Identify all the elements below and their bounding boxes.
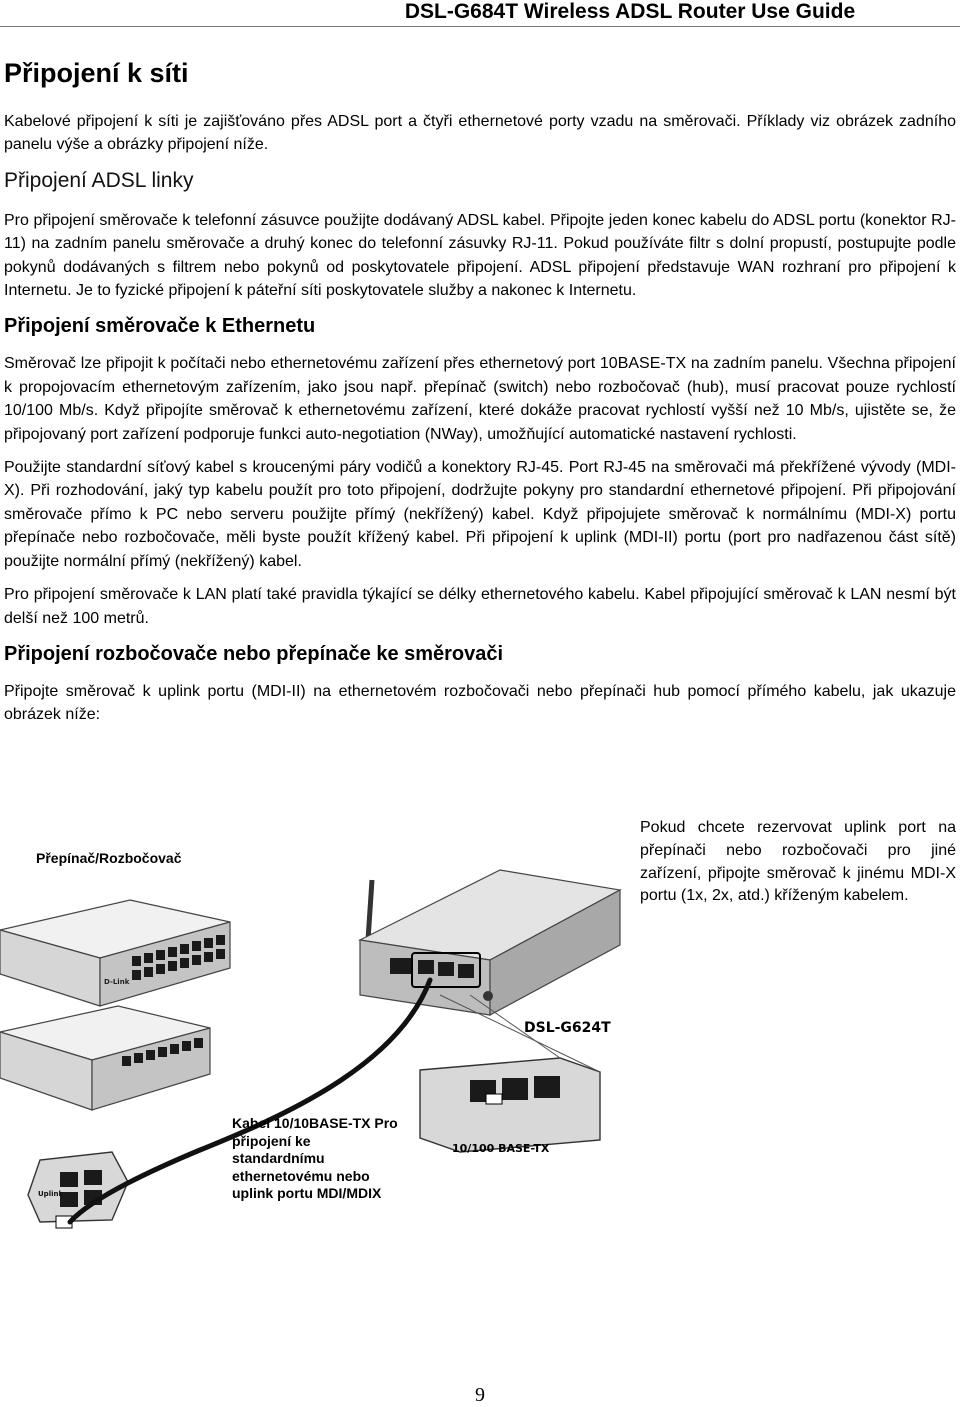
ethernet-section-heading: Připojení směrovače k Ethernetu — [4, 315, 316, 338]
hub-paragraph: Připojte směrovač k uplink portu (MDI-II) na ethernetovém rozbočovači nebo přepínači hub pomocí přímého kabelu, jak ukazuje obrázek níže: — [4, 682, 956, 724]
router-illustration — [360, 870, 620, 1015]
page-title: Připojení k síti — [4, 58, 189, 88]
switch-label: Přepínač/Rozbočovač — [36, 850, 182, 866]
intro-paragraph: Kabelové připojení k síti je zajišťováno přes ADSL port a čtyři ethernetové porty vzadu na směrovači. Příklady viz obrázek zadního panelu výše a obrázky připojení níže. — [4, 113, 956, 154]
document-body — [4, 110, 956, 737]
switch-logo-text: D-Link — [104, 978, 130, 986]
adsl-paragraph: Pro připojení směrovače k telefonní zásuvce použijte dodávaný ADSL kabel. Připojte jeden konec kabelu do ADSL portu (konektor RJ-11) na zadním panelu směrovače a druhý konec do telefonní zásuvky RJ-11. Pokud používáte filtr s dolní propustí, postupujte podle pokynů dodávaných s filtrem nebo pokynů od poskytovatele připojení. ADSL připojení představuje WAN rozhraní pro připojení k Internetu. Je to fyzické připojení k páteřní síti poskytovatele služby a nakonec k Internetu. — [4, 211, 956, 300]
uplink-port-text: Uplink — [38, 1190, 64, 1198]
ethernet-paragraph-3: Pro připojení směrovače k LAN platí také pravidla týkající se délky ethernetového kabelu. Kabel připojující směrovač k LAN nesmí být delší než 100 metrů. — [4, 586, 956, 627]
header-divider — [0, 26, 960, 27]
adsl-section-heading: Připojení ADSL linky — [4, 168, 194, 192]
lower-switch-illustration — [0, 1006, 210, 1110]
uplink-side-note: Pokud chcete rezervovat uplink port na přepínači nebo rozbočovači pro jiné zařízení, připojte směrovač k jinému MDI-X portu (1x, 2x, atd.) kříženým kabelem. — [640, 819, 956, 905]
page-number: 9 — [475, 1384, 485, 1406]
cable-callout: Kabel 10/10BASE-TX Pro připojení ke standardnímu ethernetovému nebo uplink portu MDI/MDIX — [232, 1115, 398, 1202]
port-closeup — [420, 995, 600, 1152]
document-header-title: DSL-G684T Wireless ADSL Router Use Guide — [404, 0, 856, 23]
ethernet-paragraph-1: Směrovač lze připojit k počítači nebo ethernetovému zařízení přes ethernetový port 10BASE-TX na zadním panelu. Všechna připojení k propojovacím ethernetovým zařízením, jako jsou např. přepínač (switch) nebo rozbočovač (hub), musí pracovat pouze rychlostí 10/100 Mb/s. Když připojíte směrovač k ethernetovému zařízení, které dokáže pracovat rychlostí vyšší než 10 Mb/s, ujistěte se, že připojovaný port zařízení podporuje funkci auto-negotiation (NWay), umožňující automatické nastavení rychlosti. — [4, 355, 956, 443]
upper-switch-illustration — [0, 900, 230, 1006]
hub-section-heading: Připojení rozbočovače nebo přepínače ke směrovači — [4, 642, 504, 665]
ethernet-paragraph-2: Použijte standardní síťový kabel s kroucenými páry vodičů a konektory RJ-45. Port RJ-45 na směrovači má překřížené vývody (MDI-X). Při rozhodování, jaký typ kabelu použít pro toto připojení, dodržujte pokyny pro standardní ethernetové připojení. Při připojování směrovače přímo k PC nebo serveru použijte přímý (nekřížený) kabel. Když připojujete směrovač k normálnímu (MDI-X) portu přepínače nebo rozbočovače, měli byste použít křížený kabel. Při připojení k uplink (MDI-II) portu (port pro nadřazenou část sítě) použijte normální přímý (nekřížený) kabel. — [4, 459, 956, 570]
router-model-label: DSL-G624T — [524, 1020, 611, 1036]
port-type-label: 10/100 BASE-TX — [452, 1142, 550, 1155]
